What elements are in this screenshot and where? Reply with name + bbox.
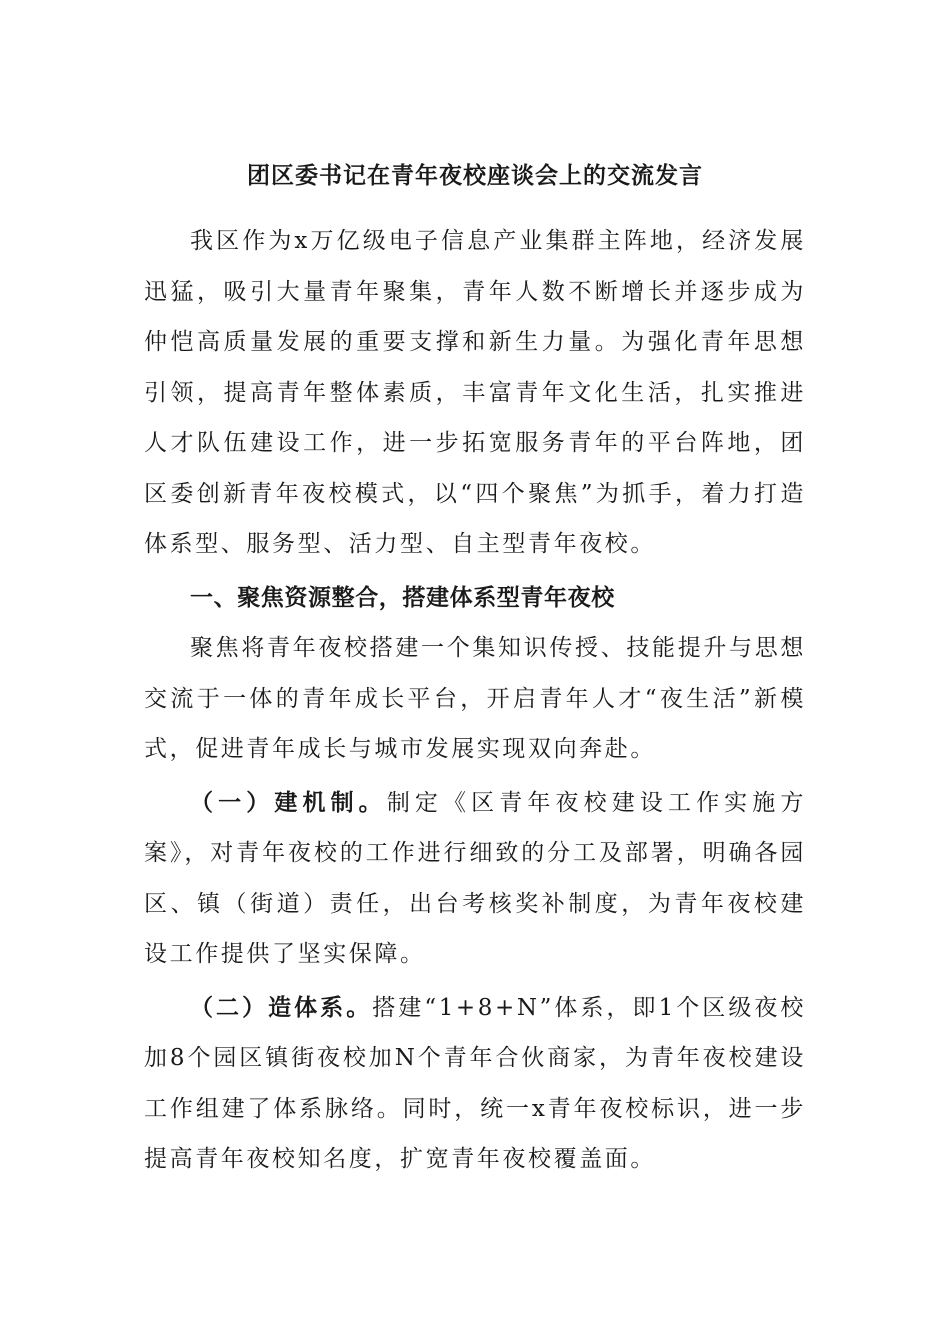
section-body-paragraph: 聚焦将青年夜校搭建一个集知识传授、技能提升与思想交流于一体的青年成长平台，开启青年人才“夜生活”新模式，促进青年成长与城市发展实现双向奔赴。 [144, 635, 806, 762]
item-paragraph-mechanism [144, 778, 806, 980]
item-paragraph-system [144, 983, 806, 1185]
intro-paragraph: 我区作为x万亿级电子信息产业集群主阵地，经济发展迅猛，吸引大量青年聚集，青年人数不断增长并逐步成为仲恺高质量发展的重要支撑和新生力量。为强化青年思想引领，提高青年整体素质，丰富青年文化生活，扎实推进人才队伍建设工作，进一步拓宽服务青年的平台阵地，团区委创新青年夜校模式，以“四个聚焦”为抓手，着力打造体系型、服务型、活力型、自主型青年夜校。 [144, 228, 806, 557]
document-page [144, 148, 806, 1185]
item-lead-system: （二）造体系。 [190, 993, 373, 1021]
item-lead-mechanism: （一）建机制。 [190, 788, 387, 816]
item-text-mechanism: 制定《区青年夜校建设工作实施方案》，对青年夜校的工作进行细致的分工及部署，明确各园区、镇（街道）责任，出台考核奖补制度，为青年夜校建设工作提供了坚实保障。 [144, 789, 807, 967]
item-text-system: 搭建“1+8+N”体系，即1个区级夜校加8个园区镇街夜校加N个青年合伙商家，为青年夜校建设工作组建了体系脉络。同时，统一x青年夜校标识，进一步提高青年夜校知名度，扩宽青年夜校覆盖面。 [144, 994, 806, 1172]
section-heading: 一、聚焦资源整合，搭建体系型青年夜校 [190, 583, 615, 611]
document-title: 团区委书记在青年夜校座谈会上的交流发言 [247, 162, 703, 189]
